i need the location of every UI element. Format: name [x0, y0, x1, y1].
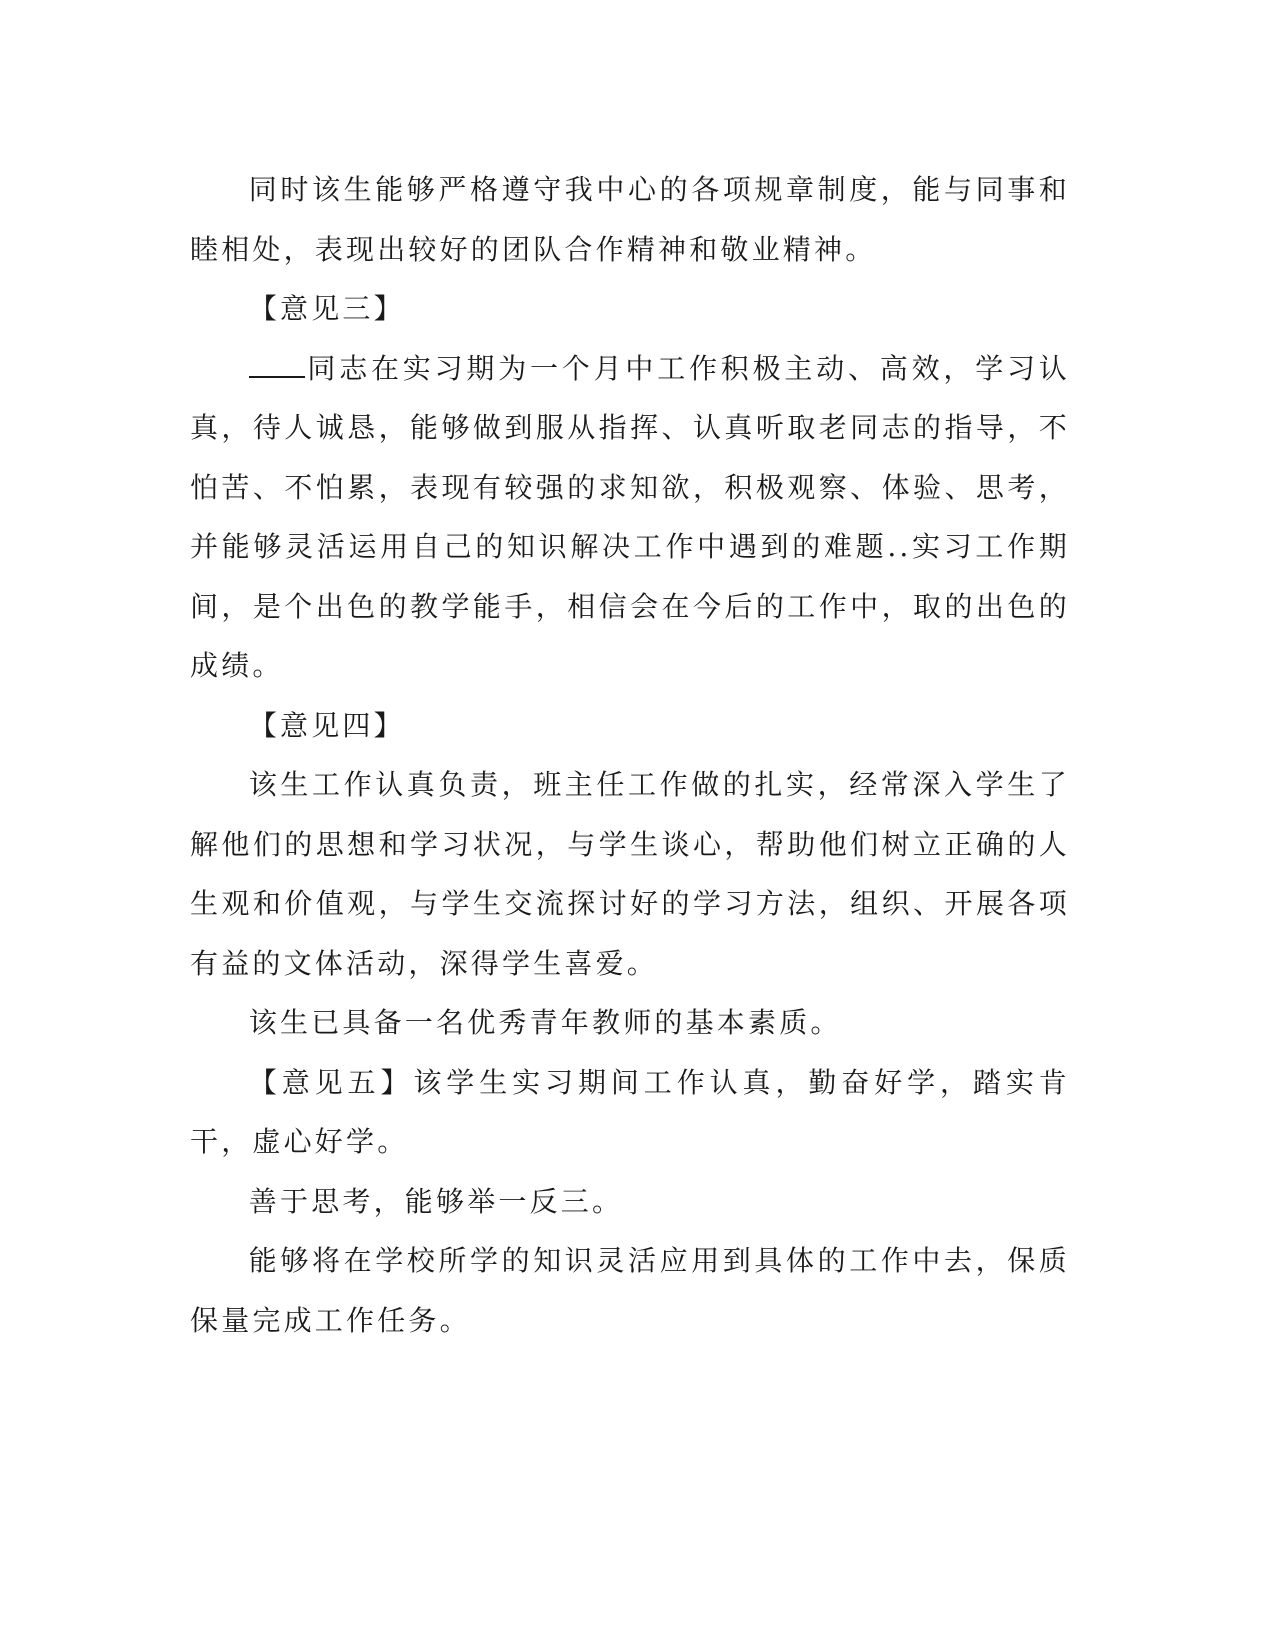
paragraph-opinion-four: 该生工作认真负责，班主任工作做的扎实，经常深入学生了解他们的思想和学习状况，与学生谈心，帮助他们树立正确的人生观和价值观，与学生交流探讨好的学习方法，组织、开展各项有益的文体活动，深得学生喜爱。: [190, 768, 1070, 980]
paragraph-conduct: 同时该生能够严格遵守我中心的各项规章制度，能与同事和睦相处，表现出较好的团队合作精神和敬业精神。: [190, 173, 1070, 266]
paragraph-qualities: 该生已具备一名优秀青年教师的基本素质。: [248, 1006, 842, 1039]
document-body: [190, 160, 1070, 1350]
paragraph-thinking: 善于思考，能够举一反三。: [248, 1184, 624, 1218]
paragraph-application: 能够将在学校所学的知识灵活应用到具体的工作中去，保质保量完成工作任务。: [190, 1244, 1070, 1337]
name-blank: [249, 350, 305, 378]
heading-opinion-four: 【意见四】: [248, 708, 405, 742]
paragraph-opinion-three-text: 同志在实习期为一个月中工作积极主动、高效，学习认真，待人诚恳，能够做到服从指挥、认真听取老同志的指导，不怕苦、不怕累，表现有较强的求知欲，积极观察、体验、思考，并能够灵活运用自己的知识解决工作中遇到的难题..实习工作期间，是个出色的教学能手，相信会在今后的工作中，取的出色的成绩。: [190, 351, 1070, 682]
paragraph-opinion-five: 【意见五】该学生实习期间工作认真，勤奋好学，踏实肯干，虚心好学。: [190, 1065, 1070, 1158]
heading-opinion-three: 【意见三】: [248, 292, 405, 325]
paragraph-opinion-three: [190, 339, 1070, 696]
